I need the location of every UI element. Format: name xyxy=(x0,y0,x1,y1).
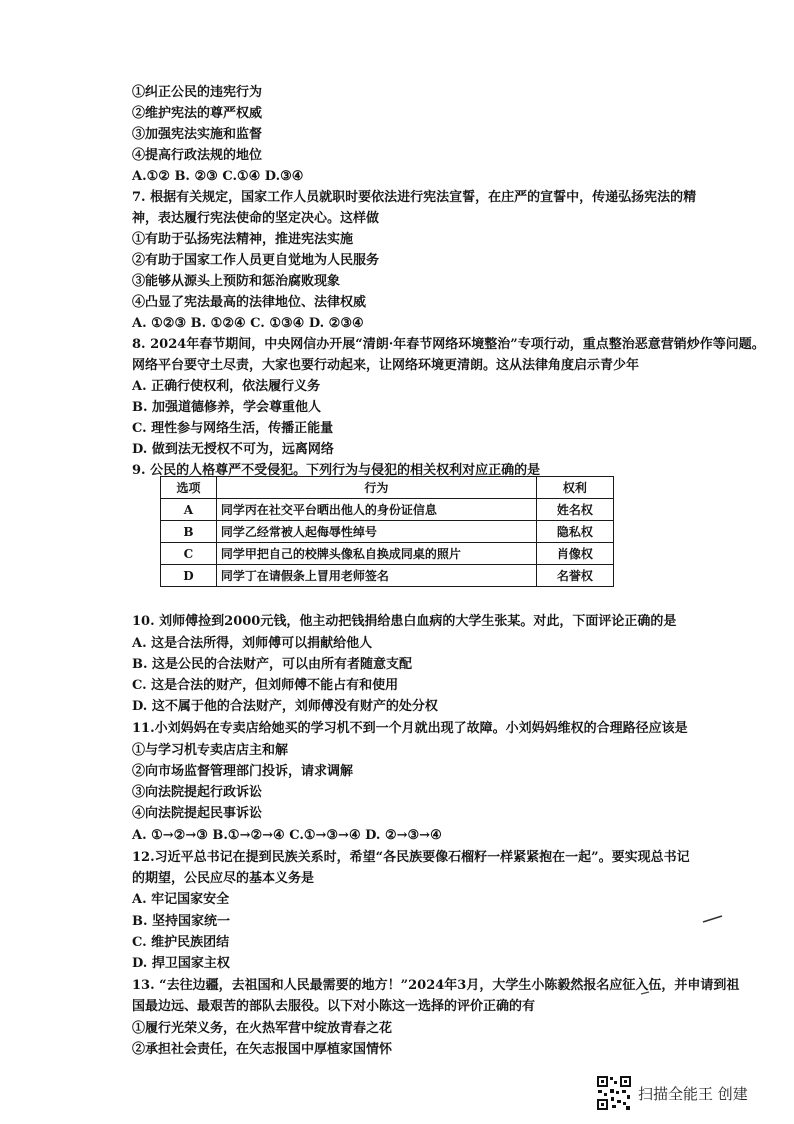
text-line-l30: A. ①→②→③ B.①→②→④ C.①→③→④ D. ②→③→④ xyxy=(132,828,442,843)
table-cell-option: C xyxy=(161,543,217,565)
rights-table xyxy=(160,476,614,587)
table-cell-right: 名誉权 xyxy=(536,565,613,587)
text-line-l27: ②向市场监督管理部门投诉，请求调解 xyxy=(132,764,354,779)
text-line-l38: 国最边远、最艰苦的部队去服役。以下对小陈这一选择的评价正确的有 xyxy=(132,999,536,1014)
table-cell-option: B xyxy=(161,521,217,543)
table-header-behavior: 行为 xyxy=(216,477,536,499)
text-line-l40: ②承担社会责任，在矢志报国中厚植家国情怀 xyxy=(132,1042,393,1057)
text-line-l05: A.①② B. ②③ C.①④ D.③④ xyxy=(132,169,304,184)
table-cell-behavior: 同学丁在请假条上冒用老师签名 xyxy=(216,565,536,587)
pen-mark-icon xyxy=(702,914,724,924)
table-row xyxy=(161,565,614,587)
text-line-l31: 12.习近平总书记在提到民族关系时，希望“各民族要像石榴籽一样紧紧抱在一起”。要实现总书记 xyxy=(132,850,690,865)
text-line-l08: ①有助于弘扬宪法精神，推进宪法实施 xyxy=(132,232,354,247)
table-cell-right: 姓名权 xyxy=(536,499,613,521)
text-line-l02: ②维护宪法的尊严权威 xyxy=(132,106,263,121)
text-line-l33: A. 牢记国家安全 xyxy=(132,892,230,907)
table-header-right: 权利 xyxy=(536,477,613,499)
table-row xyxy=(161,521,614,543)
text-line-l36: D. 捍卫国家主权 xyxy=(132,956,230,971)
text-line-l03: ③加强宪法实施和监督 xyxy=(132,127,263,142)
table-header-option: 选项 xyxy=(161,477,217,499)
text-line-l17: C. 理性参与网络生活，传播正能量 xyxy=(132,421,334,436)
scanner-watermark xyxy=(596,1074,748,1112)
table-cell-option: D xyxy=(161,565,217,587)
text-line-l39: ①履行光荣义务，在火热军营中绽放青春之花 xyxy=(132,1021,393,1036)
pen-mark-icon xyxy=(640,990,650,996)
text-line-l29: ④向法院提起民事诉讼 xyxy=(132,806,263,821)
text-line-l20: 10. 刘师傅捡到2000元钱，他主动把钱捐给患白血病的大学生张某。对此，下面评论正确的是 xyxy=(132,614,677,629)
table-cell-right: 肖像权 xyxy=(536,543,613,565)
text-line-l16: B. 加强道德修养，学会尊重他人 xyxy=(132,400,322,415)
text-line-l28: ③向法院提起行政诉讼 xyxy=(132,785,263,800)
text-line-l32: 的期望，公民应尽的基本义务是 xyxy=(132,871,315,886)
table-cell-right: 隐私权 xyxy=(536,521,613,543)
watermark-label: 扫描全能王 创建 xyxy=(638,1084,748,1103)
text-line-l12: A. ①②③ B. ①②④ C. ①③④ D. ②③④ xyxy=(132,316,364,331)
text-line-l07: 神，表达履行宪法使命的坚定决心。这样做 xyxy=(132,211,380,226)
text-line-l13: 8. 2024年春节期间，中央网信办开展“清朗·年春节网络环境整治”专项行动，重点整治恶意营销炒作等问题。 xyxy=(132,337,765,352)
table-cell-behavior: 同学甲把自己的校牌头像私自换成同桌的照片 xyxy=(216,543,536,565)
text-line-l21: A. 这是合法所得，刘师傅可以捐献给他人 xyxy=(132,636,373,651)
table-cell-behavior: 同学丙在社交平台晒出他人的身份证信息 xyxy=(216,499,536,521)
text-line-l34: B. 坚持国家统一 xyxy=(132,914,231,929)
text-line-l15: A. 正确行使权利，依法履行义务 xyxy=(132,379,321,394)
text-line-l14: 网络平台要守土尽责，大家也要行动起来，让网络环境更清朗。这从法律角度启示青少年 xyxy=(132,358,640,373)
text-line-l10: ③能够从源头上预防和惩治腐败现象 xyxy=(132,274,341,289)
text-line-l06: 7. 根据有关规定，国家工作人员就职时要依法进行宪法宣誓，在庄严的宣誓中，传递弘扬宪法的精 xyxy=(132,190,697,205)
text-line-l37: 13. “去往边疆，去祖国和人民最需要的地方！”2024年3月，大学生小陈毅然报名应征入伍，并申请到祖 xyxy=(132,978,740,993)
text-line-l18: D. 做到法无授权不可为，远离网络 xyxy=(132,442,334,457)
qr-code-icon xyxy=(596,1075,632,1111)
text-line-l09: ②有助于国家工作人员更自觉地为人民服务 xyxy=(132,253,380,268)
text-line-l25: 11.小刘妈妈在专卖店给她买的学习机不到一个月就出现了故障。小刘妈妈维权的合理路径应该是 xyxy=(132,721,688,736)
text-line-l04: ④提高行政法规的地位 xyxy=(132,148,263,163)
table-header-row xyxy=(161,477,614,499)
table-row xyxy=(161,499,614,521)
table-row xyxy=(161,543,614,565)
text-line-l01: ①纠正公民的违宪行为 xyxy=(132,85,263,100)
text-line-l24: D. 这不属于他的合法财产，刘师傅没有财产的处分权 xyxy=(132,699,438,714)
text-line-l26: ①与学习机专卖店店主和解 xyxy=(132,743,289,758)
text-line-l35: C. 维护民族团结 xyxy=(132,935,230,950)
text-line-l11: ④凸显了宪法最高的法律地位、法律权威 xyxy=(132,295,367,310)
text-line-l23: C. 这是合法的财产，但刘师傅不能占有和使用 xyxy=(132,678,399,693)
table-cell-option: A xyxy=(161,499,217,521)
table-cell-behavior: 同学乙经常被人起侮辱性绰号 xyxy=(216,521,536,543)
text-line-l19: 9. 公民的人格尊严不受侵犯。下列行为与侵犯的相关权利对应正确的是 xyxy=(132,463,541,478)
text-line-l22: B. 这是公民的合法财产，可以由所有者随意支配 xyxy=(132,657,413,672)
